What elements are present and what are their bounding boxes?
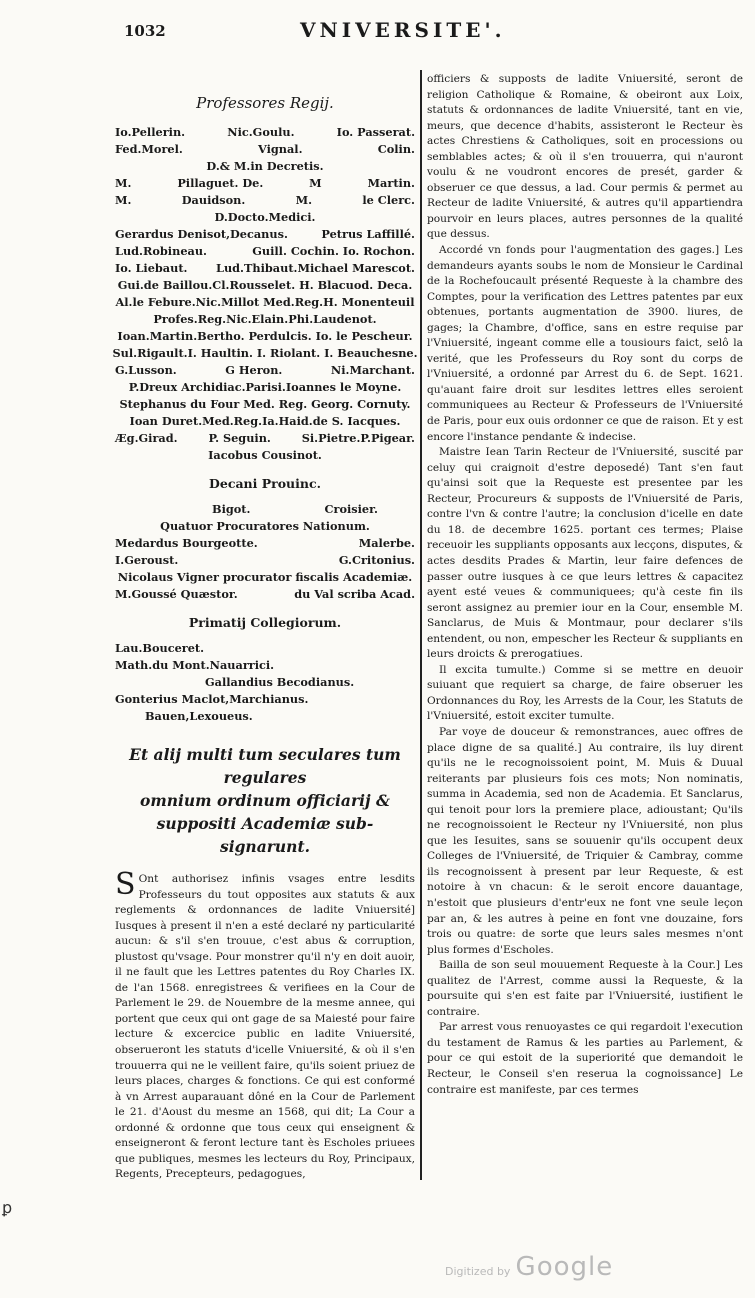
name-entry: Bigot. bbox=[212, 502, 251, 516]
name-line bbox=[115, 501, 415, 518]
name-entry: M.Goussé Quæstor. bbox=[115, 587, 238, 601]
name-entry: Nicolaus Vigner procurator fiscalis Academiæ. bbox=[117, 570, 413, 584]
left-column bbox=[112, 86, 418, 1183]
name-entry: Quatuor Procuratores Nationum. bbox=[160, 519, 370, 533]
primatij-list bbox=[115, 640, 415, 725]
closing-line: signarunt. bbox=[219, 837, 311, 856]
name-entry: Lud.Thibaut.Michael Marescot. bbox=[216, 261, 415, 275]
name-line bbox=[115, 362, 415, 379]
name-line bbox=[115, 430, 415, 447]
name-entry: Lud.Robineau. bbox=[115, 244, 207, 258]
name-entry: Al.le Febure.Nic.Millot Med.Reg.H. Monenteuil bbox=[115, 295, 415, 309]
name-line bbox=[115, 209, 415, 226]
name-entry: Guill. Cochin. Io. Rochon. bbox=[252, 244, 415, 258]
name-entry: Martin. bbox=[367, 176, 415, 190]
name-line bbox=[115, 328, 415, 345]
name-entry: Sul.Rigault.I. Haultin. I. Riolant. I. Beauchesne. bbox=[112, 346, 418, 360]
right-paragraph: Par voye de douceur & remonstrances, auec offres de place digne de sa qualité.] Au contraire, ils luy dirent qu'ils ne le recognoissoient point, M. Muis & Duual reiterants par plusieurs fois ces mots; Non nominatis, summa in Academia, sed non de Academia. Et Sanclarus, qui tenoit pour lors la premiere place, adioustant; Qu'ils ne recognoissoient le Recteur ny l'Vniuersité, non plus que les Iesuites, sans se souuenir qu'ils occupent deux Colleges de l'Vniuersité, de Triquier & Cambray, comme ils recognoissent à present par leur Requeste, & est notoire à vn chacun: & le seroit encore dauantage, n'estoit que plusieurs d'entr'eux ne font vne seule leçon par an, & les autres à peine en font vne douzaine, fors trois ou quatre: de sorte que leurs sales mesmes n'ont plus formes d'Escholes. bbox=[427, 725, 743, 956]
name-line bbox=[115, 141, 415, 158]
page-header bbox=[0, 12, 755, 46]
right-paragraph: Maistre Iean Tarin Recteur de l'Vniuersité, suscité par celuy qui craignoit d'estre deposedé) Tant s'en faut qu'ainsi soit que la Requeste est presentee par les Recteur, Procureurs & supposts de l'Vniuersité de Paris, contre l'vn & contre l'autre; la conclusion d'icelle en date du 18. de decembre 1625. portant ces termes; Plaise receuoir les suppliants opposants aux lecçons, disputes, & actes desdits Prades & Martin, leur faire defences de passer outre iusques à ce que leurs lettres & capacitez ayent esté veues & communiquees; qu'à ceste fin ils seront assignez au premier iour en la Cour, ensemble M. Sanclarus, de Muis & Montmaur, pour declarer s'ils entendent, ou non, empescher les Recteur & suppliants en leurs droicts & prerogatiues. bbox=[427, 446, 744, 661]
name-entry: Æg.Girad. bbox=[115, 431, 178, 445]
name-line bbox=[115, 158, 415, 175]
name-line bbox=[115, 192, 415, 209]
name-entry: M. bbox=[115, 193, 132, 207]
name-line bbox=[115, 413, 415, 430]
name-entry: I.Geroust. bbox=[115, 553, 179, 567]
name-entry: Gallandius Becodianus. bbox=[205, 675, 355, 689]
name-entry: P. Seguin. bbox=[208, 431, 271, 445]
professor-list bbox=[112, 124, 418, 464]
name-entry: Ni.Marchant. bbox=[330, 363, 415, 377]
right-paragraph: Accordé vn fonds pour l'augmentation des gages.] Les demandeurs ayants soubs le nom de Monsieur le Cardinal de la Rochefoucault présenté Requeste à la chambre des Comptes, pour la verification des Lettres patentes par eux obtenues, portants augmentation de 3900. liures, de gages; la Chambre, d'office, sans en estre requise par l'Vniuersité, ingeant comme elle a tousiours faict, selô la verité, que les Professeurs du Roy sont du corps de l'Vniuersité, a ordonné par Arrest du 6. de Sept. 1621. qu'auant faire droit sur lesdites lettres elles seroient communiquees au Recteur & Professeurs de l'Vniuersité de Paris, pour eux ouis ordonner ce que de raison. Et y est encore l'instance pendante & indecise. bbox=[427, 244, 743, 443]
name-entry: G Heron. bbox=[225, 363, 283, 377]
digitized-watermark bbox=[445, 1252, 613, 1282]
right-paragraph: Par arrest vous renuoyastes ce qui regardoit l'execution du testament de Ramus & les parties au Parlement, & pour ce qui estoit de la superiorité que demandoit le Recteur, le Conseil s'en reserua la cognoissance] Le contraire est manifeste, par ces termes bbox=[427, 1021, 743, 1096]
name-entry: G.Lusson. bbox=[115, 363, 177, 377]
name-entry: M. bbox=[115, 176, 132, 190]
name-entry: Si.Pietre.P.Pigear. bbox=[301, 431, 415, 445]
name-entry: Nic.Goulu. bbox=[227, 125, 295, 139]
decani-list bbox=[115, 501, 415, 603]
name-line bbox=[115, 243, 415, 260]
name-entry: M bbox=[309, 176, 322, 190]
name-line bbox=[115, 674, 415, 691]
right-column bbox=[427, 72, 743, 1098]
drop-cap: S bbox=[115, 867, 136, 902]
closing-line: omnium ordinum officiarij & bbox=[140, 791, 390, 810]
name-line bbox=[115, 277, 415, 294]
name-entry: le Clerc. bbox=[362, 193, 415, 207]
name-entry: Petrus Laffillé. bbox=[321, 227, 415, 241]
name-entry: Profes.Reg.Nic.Elain.Phi.Laudenot. bbox=[153, 312, 377, 326]
name-entry: Malerbe. bbox=[358, 536, 415, 550]
name-entry: Math.du Mont.Nauarrici. bbox=[115, 658, 275, 672]
watermark-small: Digitized by bbox=[445, 1265, 511, 1278]
closing-line: suppositi Academiæ sub- bbox=[156, 814, 374, 833]
name-entry: Medardus Bourgeotte. bbox=[115, 536, 258, 550]
name-entry: Croisier. bbox=[324, 502, 378, 516]
name-entry: Bauen,Lexoueus. bbox=[145, 709, 253, 723]
name-line bbox=[115, 569, 415, 586]
name-line bbox=[115, 552, 415, 569]
column-divider bbox=[420, 70, 422, 1180]
name-entry: du Val scriba Acad. bbox=[294, 587, 415, 601]
name-entry: G.Critonius. bbox=[338, 553, 415, 567]
name-line bbox=[115, 294, 415, 311]
name-line bbox=[115, 657, 415, 674]
name-line bbox=[115, 708, 415, 725]
name-line bbox=[115, 175, 415, 192]
name-entry: Gonterius Maclot,Marchianus. bbox=[115, 692, 309, 706]
name-line bbox=[115, 586, 415, 603]
paragraph-text: Ont authorisez infinis vsages entre lesdits Professeurs du tout opposites aux statuts & aux reglements & ordonnances de ladite Vniuersité] Iusques à present il n'en a esté declaré ny particularité aucun: & s'il s'en trouue, c'est abus & corruption, plustost qu'vsage. Pour monstrer qu'il n'y en doit auoir, il ne fault que les Lettres patentes du Roy Charles IX. de l'an 1568. enregistrees & verifiees en la Cour de Parlement le 29. de Nouembre de la mesme annee, qui portent que ceux qui ont gage de sa Maiesté pour faire lecture & excercice public en ladite Vniuersité, obserueront les statuts d'icelle Vniuersité, & où il s'en trouuerra qui ne le veillent faire, qu'ils soient priuez de leurs places, charges & fonctions. Ce qui est conformé à vn Arrest auparauant dôné en la Cour de Parlement le 21. d'Aoust du mesme an 1568, qui dit; La Cour a ordonné & ordonne que tous ceux qui enseignent & enseigneront & feront lecture tant ès Escholes priuees que publiques, mesmes les lecteurs du Roy, Principaux, Regents, Precepteurs, pedagogues, bbox=[115, 873, 415, 1181]
section-heading-primatij: Primatij Collegiorum. bbox=[188, 615, 342, 630]
name-entry: Pillaguet. De. bbox=[177, 176, 264, 190]
page-number: 1032 bbox=[124, 22, 166, 40]
name-entry: Gerardus Denisot,Decanus. bbox=[115, 227, 288, 241]
margin-mark: ꝑ bbox=[2, 1198, 13, 1217]
name-entry: Gui.de Baillou.Cl.Rousselet. H. Blacuod. Deca. bbox=[117, 278, 413, 292]
name-line bbox=[115, 640, 415, 657]
name-line bbox=[115, 260, 415, 277]
name-entry: Ioan Duret.Med.Reg.Ia.Haid.de S. Iacques. bbox=[129, 414, 401, 428]
section-heading-decani: Decani Prouinc. bbox=[209, 476, 321, 491]
name-line bbox=[115, 535, 415, 552]
name-entry: D.& M.in Decretis. bbox=[206, 159, 324, 173]
signatory-closing bbox=[115, 743, 415, 858]
running-title: VNIVERSITE'. bbox=[300, 18, 506, 42]
name-entry: Iacobus Cousinot. bbox=[208, 448, 322, 462]
name-line bbox=[112, 345, 418, 362]
name-entry: Stephanus du Four Med. Reg. Georg. Cornuty. bbox=[119, 397, 411, 411]
name-line bbox=[115, 226, 415, 243]
name-line bbox=[115, 518, 415, 535]
name-entry: P.Dreux Archidiac.Parisi.Ioannes le Moyne. bbox=[128, 380, 402, 394]
name-line bbox=[115, 447, 415, 464]
closing-line: Et alij multi tum seculares tum regulares bbox=[129, 745, 401, 787]
section-heading-professores: Professores Regij. bbox=[196, 94, 334, 112]
name-line bbox=[115, 311, 415, 328]
right-paragraph: Il excita tumulte.) Comme si se mettre en deuoir suiuant que requiert sa charge, de faire obseruer les Ordonnances du Roy, les Arrests de la Cour, les Statuts de l'Vniuersité, estoit exciter tumulte. bbox=[427, 663, 743, 723]
name-entry: Lau.Bouceret. bbox=[115, 641, 205, 655]
name-line bbox=[115, 691, 415, 708]
name-line bbox=[115, 396, 415, 413]
name-line bbox=[115, 379, 415, 396]
name-entry: D.Docto.Medici. bbox=[214, 210, 316, 224]
name-entry: Vignal. bbox=[258, 142, 303, 156]
name-entry: Fed.Morel. bbox=[115, 142, 183, 156]
name-entry: M. bbox=[295, 193, 313, 207]
right-paragraph: Bailla de son seul mouuement Requeste à la Cour.] Les qualitez de l'Arrest, comme aussi la Requeste, & la poursuite qui s'en est faite par l'Vniuersité, iustifient le contraire. bbox=[427, 959, 743, 1018]
name-entry: Colin. bbox=[377, 142, 415, 156]
google-logo: Google bbox=[515, 1252, 614, 1282]
name-entry: Io. Liebaut. bbox=[115, 261, 188, 275]
name-entry: Io.Pellerin. bbox=[115, 125, 186, 139]
name-entry: Io. Passerat. bbox=[336, 125, 415, 139]
right-paragraph: officiers & supposts de ladite Vniuersité, seront de religion Catholique & Romaine, & obeiront aux Loix, statuts & ordonnances de ladite Vniuersité, tant en vie, meurs, que decence d'habits, assisteront le Recteur ès actes Chrestiens & Catholiques, soit en processions ou semblables actes; & où il s'en trouuerra, qui n'auront voulu & ne voudront encores de presét, garder & obseruer ce que dessus, a lad. Cour permis & permet au Recteur de ladite Vniuersité, & autres qu'il appartiendra pourvoir en leurs places, autres personnes de la qualité que dessus. bbox=[427, 73, 743, 241]
name-entry: Dauidson. bbox=[181, 193, 246, 207]
name-line bbox=[115, 124, 415, 141]
name-entry: Ioan.Martin.Bertho. Perdulcis. Io. le Pescheur. bbox=[117, 329, 413, 343]
commentary-paragraph bbox=[115, 867, 415, 1183]
